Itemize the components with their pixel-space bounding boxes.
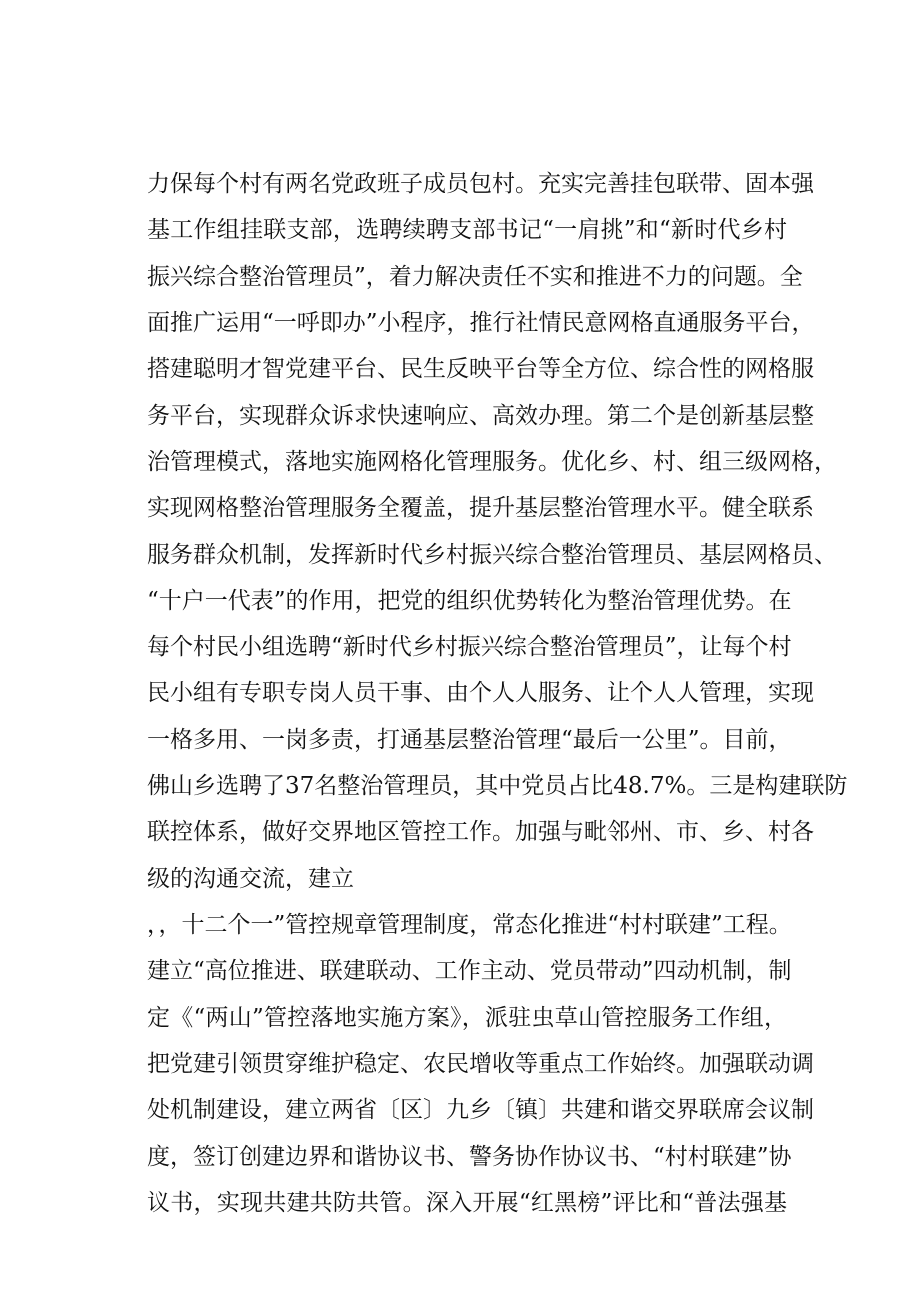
text-line: 定《“两山”管控落地实施方案》，派驻虫草山管控服务工作组， <box>147 1005 787 1031</box>
text-line: 建立“高位推进、联建联动、工作主动、党员带动”四动机制，制 <box>147 958 792 984</box>
text-line: 基工作组挂联支部，选聘续聘支部书记“一肩挑”和“新时代乡村 <box>147 217 787 243</box>
text-line: 力保每个村有两名党政班子成员包村。充实完善挂包联带、固本强 <box>147 171 814 197</box>
text-line: 议书，实现共建共防共管。深入开展“红黑榜”评比和“普法强基 <box>147 1190 787 1216</box>
text-line: 把党建引领贯穿维护稳定、农民增收等重点工作始终。加强联动调 <box>147 1051 814 1077</box>
text-line: ，，十二个一”管控规章管理制度，常态化推进“村村联建”工程。 <box>147 912 792 938</box>
text-line: 联控体系，做好交界地区管控工作。加强与毗邻州、市、乡、村各 <box>147 819 814 845</box>
text-line: 治管理模式，落地实施网格化管理服务。优化乡、村、组三级网格， <box>147 449 837 475</box>
text-line: 振兴综合整治管理员”，着力解决责任不实和推进不力的问题。全 <box>147 264 803 290</box>
text-line: “十户一代表”的作用，把党的组织优势转化为整治管理优势。在 <box>147 588 792 614</box>
text-line: 每个村民小组选聘“新时代乡村振兴综合整治管理员”，让每个村 <box>147 634 792 660</box>
text-line: 务平台，实现群众诉求快速响应、高效办理。第二个是创新基层整 <box>147 403 814 429</box>
text-line: 一格多用、一岗多责，打通基层整治管理“最后一公里”。目前， <box>147 727 792 753</box>
text-line: 级的沟通交流，建立 <box>147 866 354 892</box>
text-line: 民小组有专职专岗人员干事、由个人人服务、让个人人管理，实现 <box>147 680 814 706</box>
text-line: 服务群众机制，发挥新时代乡村振兴综合整治管理员、基层网格员、 <box>147 542 837 568</box>
text-line: 搭建聪明才智党建平台、民生反映平台等全方位、综合性的网格服 <box>147 356 814 382</box>
text-line: 度，签订创建边界和谐协议书、警务协作协议书、“村村联建”协 <box>147 1144 792 1170</box>
text-line: 佛山乡选聘了37名整治管理员，其中党员占比48.7%。三是构建联防 <box>147 773 848 799</box>
text-line: 面推广运用“一呼即办”小程序，推行社情民意网格直通服务平台， <box>147 310 815 336</box>
text-line: 处机制建设，建立两省〔区〕九乡〔镇〕共建和谐交界联席会议制 <box>147 1097 814 1123</box>
text-line: 实现网格整治管理服务全覆盖，提升基层整治管理水平。健全联系 <box>147 495 814 521</box>
